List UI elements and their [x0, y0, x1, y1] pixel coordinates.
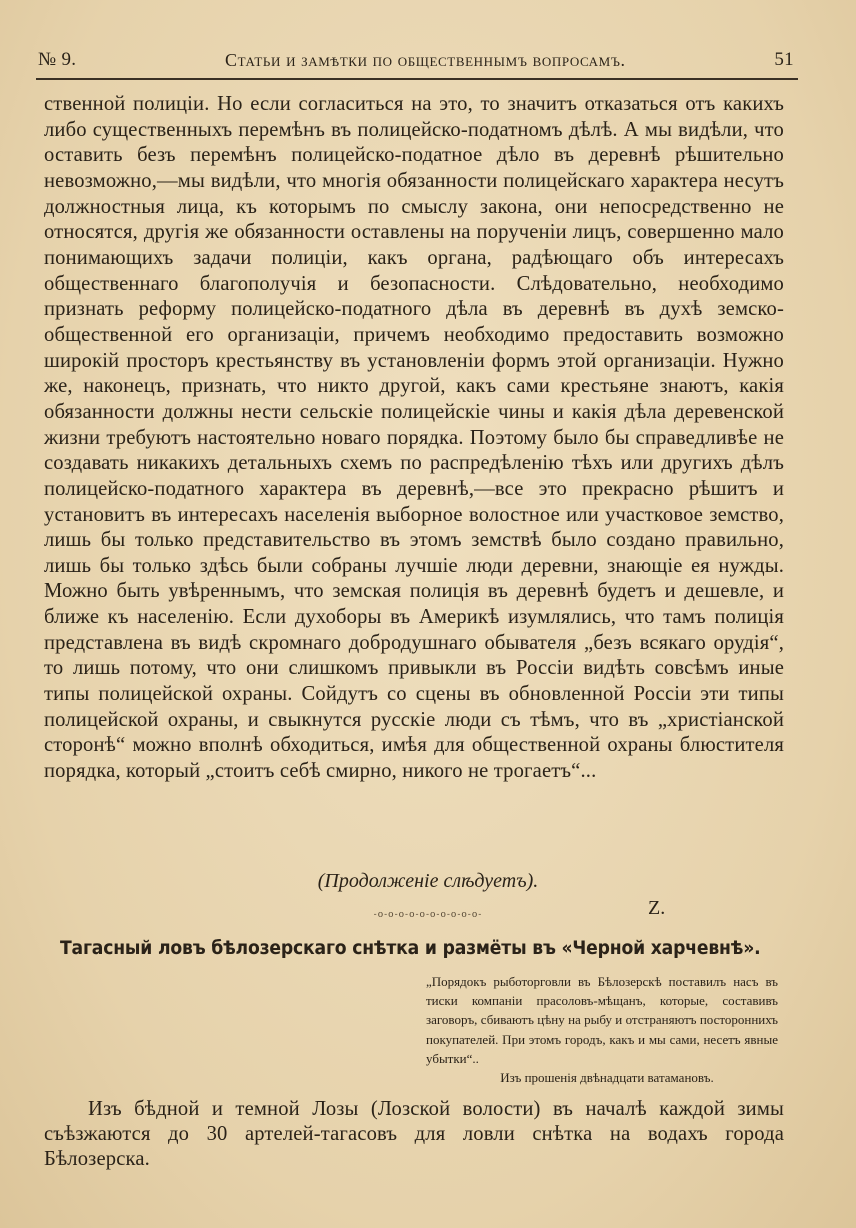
- author-signature: Z.: [648, 897, 666, 919]
- epigraph-source: Изъ прошенія двѣнадцати ватамановъ.: [500, 1070, 714, 1086]
- issue-number: № 9.: [38, 49, 77, 70]
- header-rule: [36, 78, 798, 80]
- page-header: [38, 46, 794, 74]
- article-title: Тагасный ловъ бѣлозерскаго снѣтка и размёты въ «Черной харчевнѣ».: [60, 938, 761, 959]
- page-number: 51: [774, 49, 794, 70]
- article-paragraph: Изъ бѣдной и темной Лозы (Лозской волости) въ началѣ каждой зимы съѣзжаются до 30 артелей-тагасовъ для ловли снѣтка на водахъ города Бѣлозерска.: [44, 1098, 784, 1170]
- main-text-block: [44, 92, 784, 785]
- epigraph: [426, 972, 778, 1087]
- running-title: Статьи и замѣтки по общественнымъ вопросамъ.: [225, 49, 626, 70]
- article-text-block: [44, 1097, 784, 1171]
- main-paragraph: ственной полиціи. Но если согласиться на это, то значитъ отказаться отъ какихъ либо существенныхъ перемѣнъ въ полицейско-податномъ дѣлѣ. А мы видѣли, что оставить безъ перемѣнъ полицейско-податное дѣло въ деревнѣ рѣшительно невозможно,—мы видѣли, что многія обязанности полицейскаго характера несутъ должностныя лица, къ которымъ по смыслу закона, они непосредственно не относятся, другія же обязанности оставлены на порученіи лицъ, совершенно мало понимающихъ задачи полиціи, какъ органа, радѣющаго объ интересахъ общественнаго благополучія и безопасности. Слѣдовательно, необходимо признать реформу полицейско-податного дѣла въ деревнѣ въ духѣ земско-общественной его организаціи, причемъ необходимо предоставить возможно широкій просторъ крестьянству въ установленіи формъ этой организаціи. Нужно же, наконецъ, признать, что никто другой, какъ сами крестьяне знаютъ, какія обязанности должны нести сельскіе полицейскіе чины и какія дѣла деревенской жизни требуютъ настоятельно новаго порядка. Поэтому было бы справедливѣе не создавать никакихъ детальныхъ схемъ по распредѣленію тѣхъ или другихъ дѣлъ полицейско-податного характера въ деревнѣ,—все это прекрасно рѣшитъ и установитъ въ интересахъ населенія выборное волостное или участковое земство, лишь бы только представительство въ этомъ земствѣ было создано правильно, лишь бы только здѣсь были собраны лучшіе люди деревни, знающіе ея нужды. Можно быть увѣреннымъ, что земская полиція въ деревнѣ будетъ и дешевле, и ближе къ населенію. Если духоборы въ Америкѣ изумлялись, что тамъ полиція представлена въ видѣ скромнаго добродушнаго обывателя „безъ всякаго орудія“, то лишь потому, что они слишкомъ привыкли въ Россіи видѣть совсѣмъ иные типы полицейской охраны. Сойдутъ со сцены въ обновленной Россіи эти типы полицейской охраны, и свыкнутся русскіе люди съ тѣмъ, что въ „христіанской сторонѣ“ можно вполнѣ обходиться, имѣя для общественной охраны блюстителя порядка, который „стоитъ себѣ смирно, никого не трогаетъ“...: [44, 93, 784, 783]
- epigraph-quote: „Порядокъ рыботорговли въ Бѣлозерскѣ поставилъ насъ въ тиски компаніи прасоловъ-мѣщанъ, которые, составивъ заговоръ, сбиваютъ цѣну на рыбу и отстраняютъ постороннихъ покупателей. При этомъ городъ, какъ и мы сами, несетъ явные убытки“..: [426, 974, 778, 1066]
- section-ornament: -o-o-o-o-o-o-o-o-o-o-: [373, 910, 483, 920]
- continuation-note: (Продолженіе слѣдуетъ).: [317, 870, 539, 892]
